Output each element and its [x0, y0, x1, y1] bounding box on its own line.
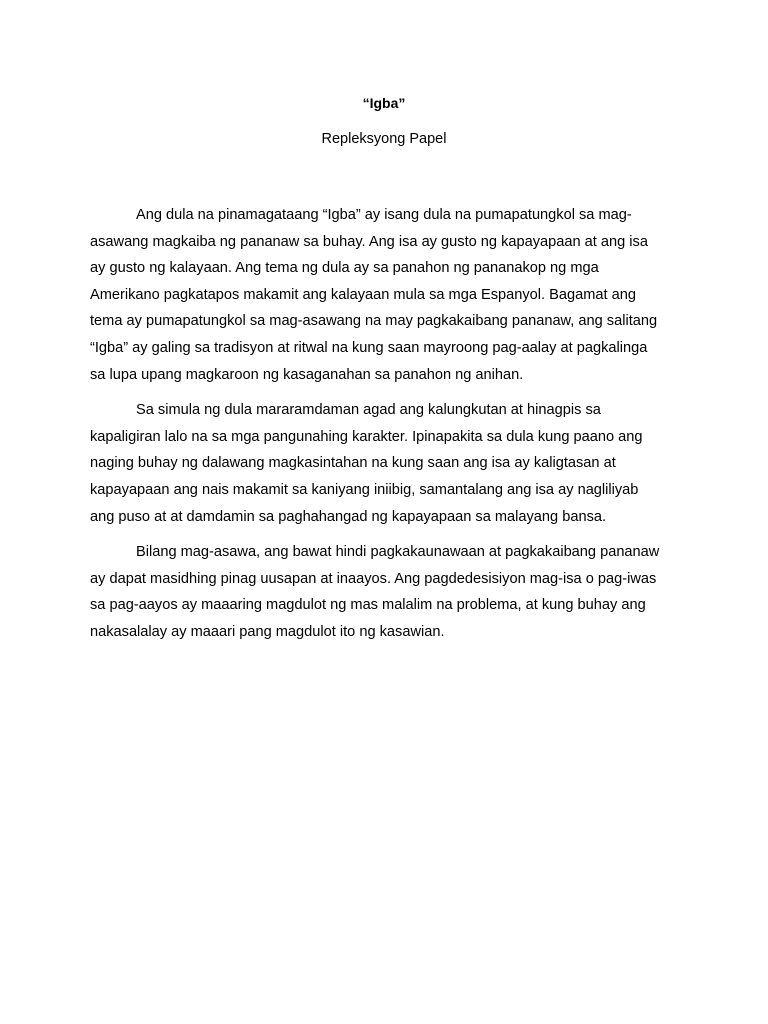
paragraph-line: asawang magkaiba ng pananaw sa buhay. Ang isa ay gusto ng kapayapaan at ang isa	[90, 233, 648, 250]
paragraph-line: Sa simula ng dula mararamdaman agad ang kalungkutan at hinagpis sa	[136, 402, 601, 419]
paragraph-2	[90, 397, 680, 530]
paragraph-line: ang puso at at damdamin sa paghahangad ng kapayapaan sa malayang bansa.	[90, 508, 607, 525]
paragraph-1	[90, 202, 680, 388]
paragraph-line: naging buhay ng dalawang magkasintahan na kung saan ang isa ay kaligtasan at	[90, 455, 616, 472]
paragraph-line: nakasalalay ay maaari pang magdulot ito ng kasawian.	[90, 623, 445, 640]
document-subtitle: Repleksyong Papel	[321, 131, 447, 147]
paragraph-line: tema ay pumapatungkol sa mag-asawang na may pagkakaibang pananaw, ang salitang	[90, 313, 658, 330]
paragraph-line: sa pag-aayos ay maaaring magdulot ng mas malalim na problema, at kung buhay ang	[90, 597, 646, 614]
paragraph-line: kapayapaan ang nais makamit sa kaniyang iniibig, samantalang ang isa ay nagliliyab	[90, 481, 639, 498]
paragraph-line: kapaligiran lalo na sa mga pangunahing karakter. Ipinapakita sa dula kung paano ang	[90, 428, 643, 445]
paragraph-line: Bilang mag-asawa, ang bawat hindi pagkakaunawaan at pagkakaibang pananaw	[136, 544, 660, 561]
paragraph-line: ay dapat masidhing pinag uusapan at inaayos. Ang pagdedesisiyon mag-isa o pag-iwas	[90, 570, 657, 587]
paragraph-line: sa lupa upang magkaroon ng kasaganahan sa panahon ng anihan.	[90, 366, 524, 383]
paragraph-line: ay gusto ng kalayaan. Ang tema ng dula ay sa panahon ng pananakop ng mga	[90, 260, 599, 277]
document-body	[90, 202, 680, 655]
paragraph-line: Ang dula na pinamagataang “Igba” ay isang dula na pumapatungkol sa mag-	[136, 207, 632, 223]
document-title: “Igba”	[362, 95, 406, 111]
paragraph-line: “Igba” ay galing sa tradisyon at ritwal na kung saan mayroong pag-aalay at pagkalinga	[90, 339, 648, 356]
paragraph-line: Amerikano pagkatapos makamit ang kalayaan mula sa mga Espanyol. Bagamat ang	[90, 286, 636, 303]
paragraph-3	[90, 539, 680, 645]
